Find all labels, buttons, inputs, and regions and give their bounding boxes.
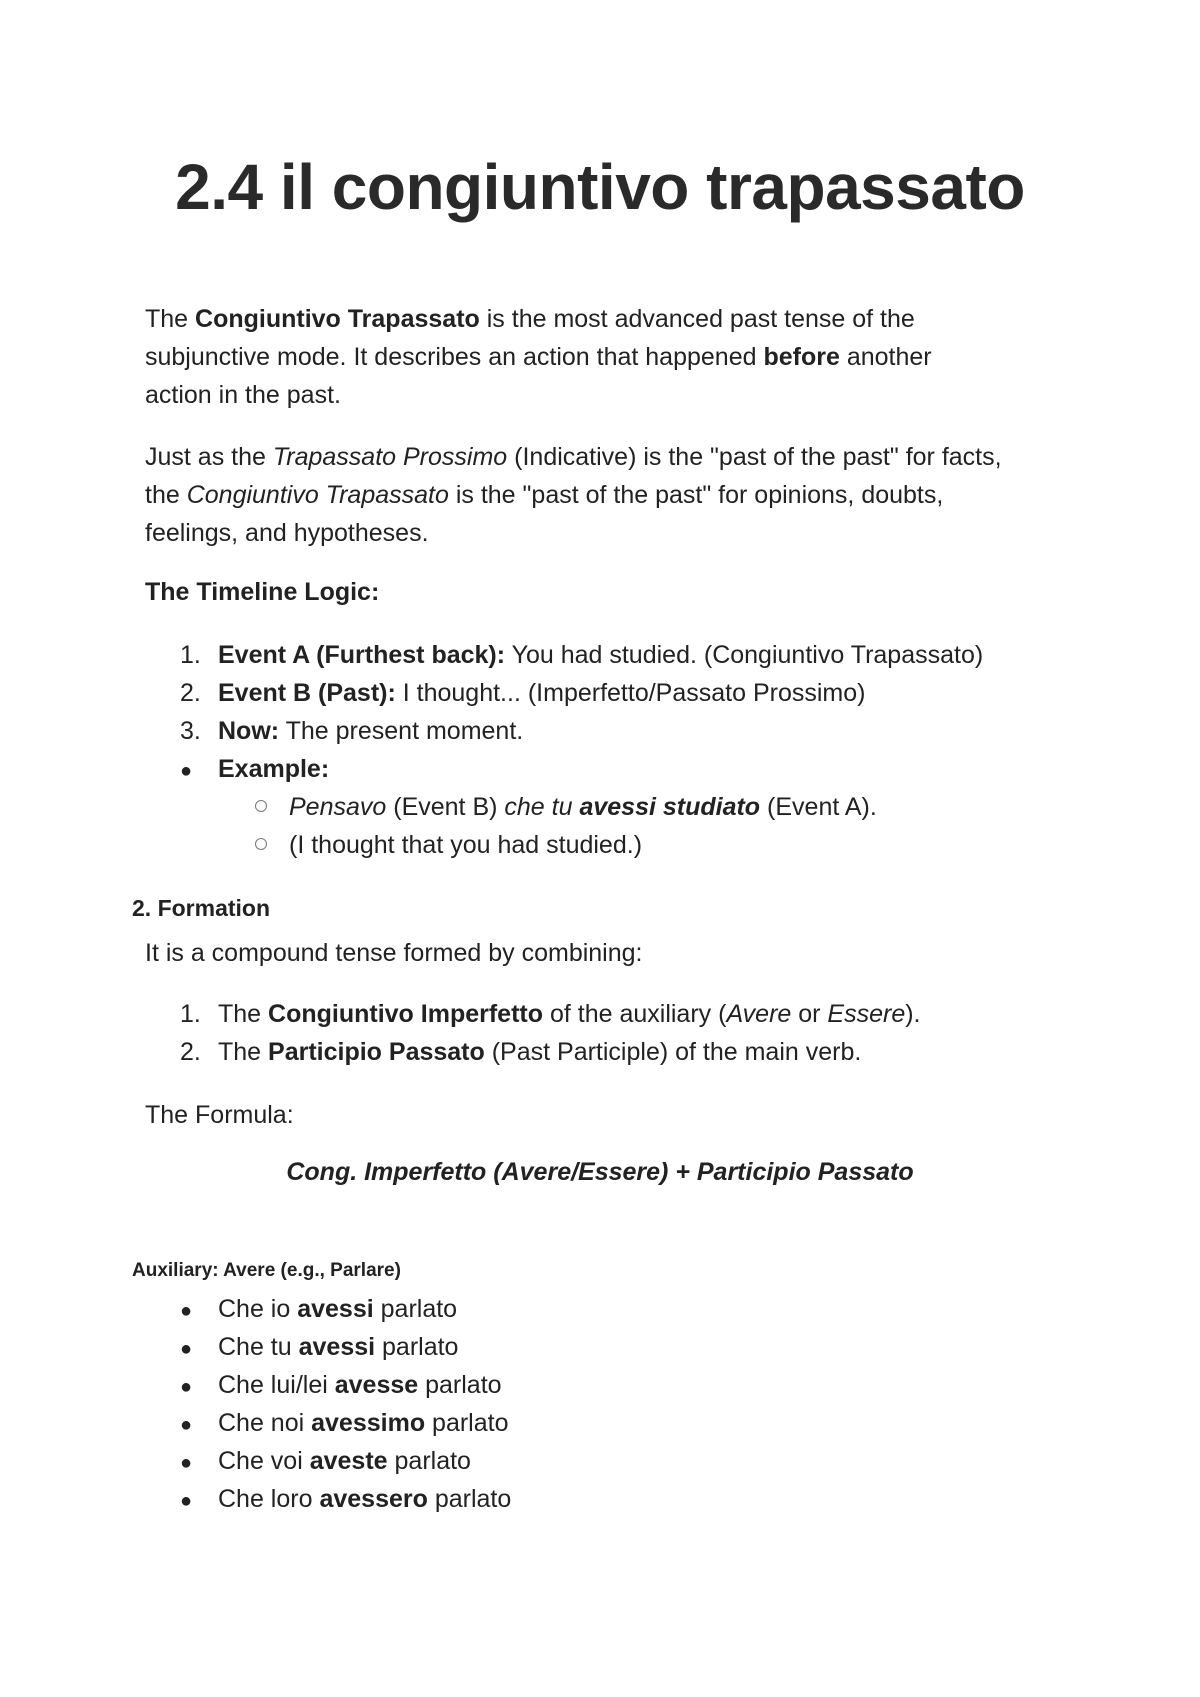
text: another: [839, 343, 932, 371]
formation-item: [180, 1033, 861, 1071]
text: (Event B): [386, 793, 505, 821]
italic-term: Trapassato Prossimo: [272, 443, 508, 471]
list-number: 3.: [180, 717, 201, 745]
bold-term: Participio Passato: [268, 1038, 485, 1066]
list-number: 1.: [180, 641, 201, 669]
bold-term: Now:: [218, 717, 280, 745]
formula: Cong. Imperfetto (Avere/Essere) + Participio Passato: [286, 1158, 914, 1186]
text: I thought... (Imperfetto/Passato Prossimo): [395, 679, 866, 707]
text: the: [145, 481, 187, 509]
auxiliary-verb: avesse: [334, 1371, 419, 1399]
italic-term: che tu: [504, 793, 580, 821]
text: (I thought that you had studied.): [289, 831, 643, 859]
text: feelings, and hypotheses.: [145, 519, 429, 547]
auxiliary-verb: aveste: [309, 1447, 388, 1475]
bullet-icon: ●: [180, 1376, 193, 1398]
formula-label: The Formula:: [145, 1101, 294, 1129]
auxiliary-heading: Auxiliary: Avere (e.g., Parlare): [132, 1260, 401, 1281]
bullet-icon: ●: [180, 1452, 193, 1474]
hollow-bullet-icon: [255, 838, 267, 850]
text: is the "past of the past" for opinions, doubts,: [448, 481, 944, 509]
text: action in the past.: [145, 381, 341, 409]
text: (Past Participle) of the main verb.: [484, 1038, 862, 1066]
conjugation-item: [180, 1328, 458, 1368]
bold-term: before: [763, 343, 840, 371]
timeline-item: [180, 712, 523, 750]
bullet-icon: ●: [180, 1414, 193, 1436]
bold-term: Event B (Past):: [218, 679, 396, 707]
auxiliary-verb: avessi: [298, 1333, 376, 1361]
bullet-icon: ●: [180, 1300, 193, 1322]
pronoun: Che lui/lei: [218, 1371, 335, 1399]
italic-term: Avere: [726, 1000, 792, 1028]
text: Just as the: [145, 443, 273, 471]
auxiliary-verb: avessi: [297, 1295, 374, 1323]
text: The: [145, 305, 196, 333]
bullet-icon: ●: [180, 1338, 193, 1360]
text: subjunctive mode. It describes an action that happened: [145, 343, 764, 371]
italic-term: Essere: [827, 1000, 906, 1028]
text: The present moment.: [279, 717, 524, 745]
bullet-icon: ●: [180, 760, 193, 782]
text: (Indicative) is the "past of the past" for facts,: [507, 443, 1002, 471]
participle: parlato: [418, 1371, 502, 1399]
page-title: 2.4 il congiuntivo trapassato: [175, 151, 1025, 223]
section-heading-formation: 2. Formation: [132, 895, 271, 921]
example-subitem: [255, 826, 642, 864]
participle: parlato: [425, 1409, 509, 1437]
list-number: 2.: [180, 1038, 201, 1066]
pronoun: Che noi: [218, 1409, 312, 1437]
conjugation-item: [180, 1404, 508, 1444]
timeline-item: [180, 674, 865, 712]
text: The: [218, 1038, 269, 1066]
participle: parlato: [387, 1447, 471, 1475]
pronoun: Che loro: [218, 1485, 320, 1513]
bold-term: Event A (Furthest back):: [218, 641, 506, 669]
bold-italic-term: avessi studiato: [579, 793, 761, 821]
example-item: [180, 750, 329, 790]
pronoun: Che io: [218, 1295, 298, 1323]
example-subitem: [255, 788, 877, 826]
timeline-heading: The Timeline Logic:: [145, 578, 380, 606]
italic-term: Pensavo: [289, 793, 387, 821]
text: ).: [905, 1000, 921, 1028]
bold-term: Example:: [218, 755, 330, 783]
text: is the most advanced past tense of the: [479, 305, 915, 333]
text: The: [218, 1000, 269, 1028]
hollow-bullet-icon: [255, 800, 267, 812]
participle: parlato: [427, 1485, 512, 1513]
text: or: [791, 1000, 828, 1028]
intro-paragraph-2: [145, 438, 1045, 552]
bullet-icon: ●: [180, 1490, 193, 1512]
conjugation-item: [180, 1442, 471, 1482]
text: of the auxiliary (: [543, 1000, 727, 1028]
text: You had studied. (Congiuntivo Trapassato): [505, 641, 984, 669]
conjugation-item: [180, 1480, 511, 1520]
bold-term: Congiuntivo Imperfetto: [268, 1000, 544, 1028]
conjugation-item: [180, 1290, 457, 1330]
auxiliary-verb: avessero: [319, 1485, 428, 1513]
participle: parlato: [373, 1295, 458, 1323]
formation-intro: It is a compound tense formed by combining:: [145, 939, 643, 967]
participle: parlato: [375, 1333, 459, 1361]
conjugation-item: [180, 1366, 502, 1406]
intro-paragraph-1: [145, 300, 1045, 414]
bold-term: Congiuntivo Trapassato: [195, 305, 480, 333]
formation-item: [180, 995, 921, 1033]
text: (Event A).: [760, 793, 877, 821]
list-number: 1.: [180, 1000, 201, 1028]
pronoun: Che voi: [218, 1447, 310, 1475]
timeline-item: [180, 636, 983, 674]
pronoun: Che tu: [218, 1333, 299, 1361]
list-number: 2.: [180, 679, 201, 707]
italic-term: Congiuntivo Trapassato: [186, 481, 449, 509]
auxiliary-verb: avessimo: [311, 1409, 426, 1437]
